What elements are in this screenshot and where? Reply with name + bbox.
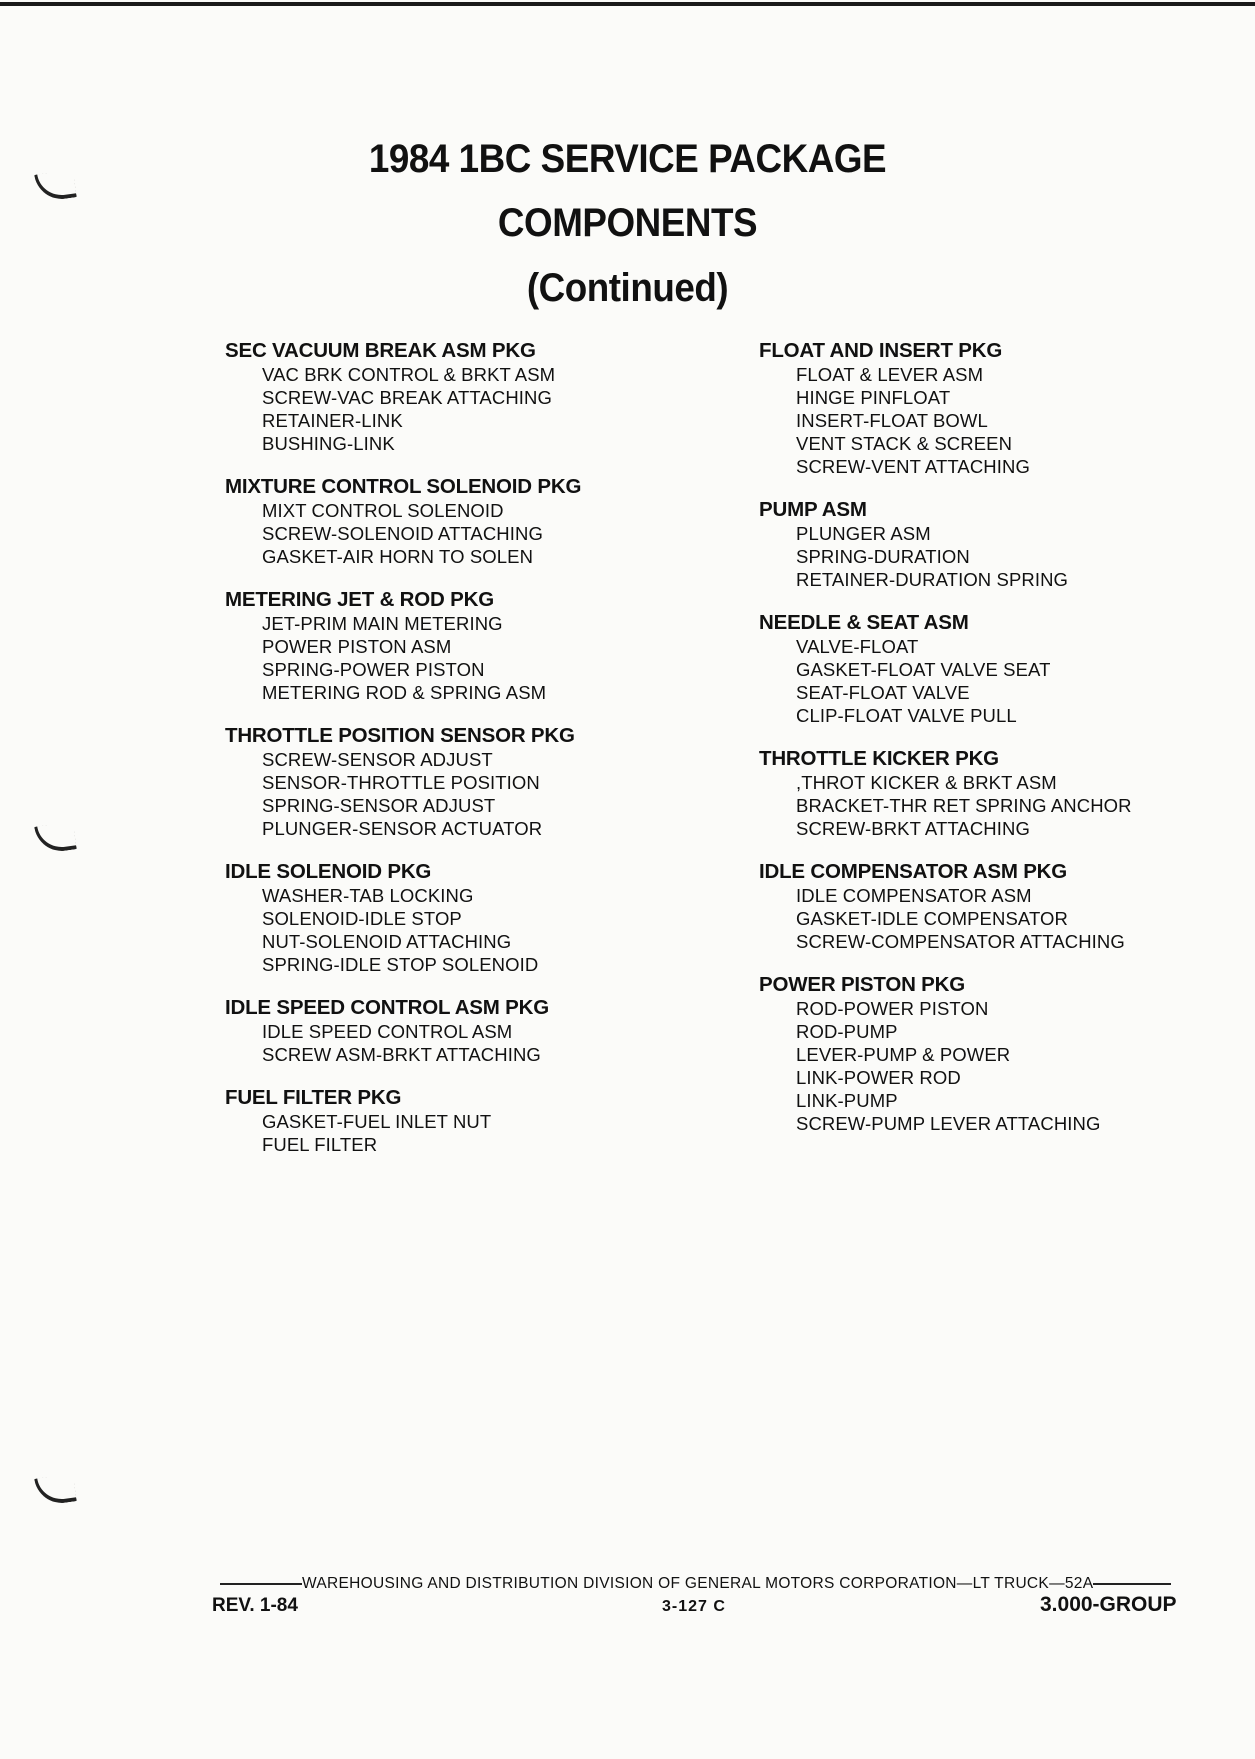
package-component-item: VALVE-FLOAT <box>796 636 919 657</box>
package-component-item: SCREW-BRKT ATTACHING <box>796 818 1030 839</box>
package-component-item: VAC BRK CONTROL & BRKT ASM <box>262 364 556 385</box>
package-component-item: HINGE PINFLOAT <box>796 387 951 408</box>
package-block <box>225 860 581 976</box>
package-block <box>225 996 581 1066</box>
package-component-item: RETAINER-DURATION SPRING <box>796 569 1069 590</box>
package-block <box>759 860 1132 953</box>
package-component-item: WASHER-TAB LOCKING <box>262 885 474 906</box>
package-block <box>225 588 581 704</box>
package-heading: IDLE COMPENSATOR ASM PKG <box>759 860 1068 883</box>
package-component-item: SENSOR-THROTTLE POSITION <box>262 772 540 793</box>
package-component-item: BRACKET-THR RET SPRING ANCHOR <box>796 795 1132 816</box>
package-heading: PUMP ASM <box>759 498 867 521</box>
package-component-item: IDLE COMPENSATOR ASM <box>796 885 1032 906</box>
revision-label: REV. 1-84 <box>212 1595 298 1616</box>
package-block <box>759 498 1132 591</box>
package-heading: SEC VACUUM BREAK ASM PKG <box>225 339 536 362</box>
package-component-item: POWER PISTON ASM <box>262 636 452 657</box>
package-component-item: SCREW-VAC BREAK ATTACHING <box>262 387 552 408</box>
page-number: 3-127 C <box>662 1598 726 1615</box>
group-label: 3.000-GROUP <box>1040 1593 1177 1616</box>
package-component-item: MIXT CONTROL SOLENOID <box>262 500 504 521</box>
package-heading: NEEDLE & SEAT ASM <box>759 611 969 634</box>
package-block <box>759 973 1132 1135</box>
package-component-item: RETAINER-LINK <box>262 410 403 431</box>
package-heading: POWER PISTON PKG <box>759 973 966 996</box>
package-block <box>225 475 581 568</box>
package-component-item: SPRING-IDLE STOP SOLENOID <box>262 954 539 975</box>
package-component-item: GASKET-AIR HORN TO SOLEN <box>262 546 534 567</box>
package-component-item: SOLENOID-IDLE STOP <box>262 908 462 929</box>
package-component-item: BUSHING-LINK <box>262 433 395 454</box>
package-component-item: PLUNGER-SENSOR ACTUATOR <box>262 818 543 839</box>
package-component-item: LINK-PUMP <box>796 1090 898 1111</box>
package-component-item: JET-PRIM MAIN METERING <box>262 613 503 634</box>
package-component-item: SCREW-COMPENSATOR ATTACHING <box>796 931 1125 952</box>
package-block <box>759 611 1132 727</box>
footer-division-line <box>220 1575 1190 1593</box>
package-component-item: LEVER-PUMP & POWER <box>796 1044 1011 1065</box>
binder-hole-mark <box>34 821 77 854</box>
page-title-line2: COMPONENTS <box>497 201 758 245</box>
package-component-item: VENT STACK & SCREEN <box>796 433 1013 454</box>
package-component-item: CLIP-FLOAT VALVE PULL <box>796 705 1017 726</box>
right-column <box>759 339 1132 1155</box>
package-block <box>759 339 1132 478</box>
package-block <box>225 724 581 840</box>
package-component-item: IDLE SPEED CONTROL ASM <box>262 1021 513 1042</box>
package-component-item: PLUNGER ASM <box>796 523 931 544</box>
binder-hole-mark <box>34 1473 77 1506</box>
package-component-item: ,THROT KICKER & BRKT ASM <box>796 772 1057 793</box>
footer-division-text: WAREHOUSING AND DISTRIBUTION DIVISION OF GENERAL MOTORS CORPORATION—LT TRUCK—52A <box>302 1575 1094 1592</box>
package-heading: IDLE SPEED CONTROL ASM PKG <box>225 996 549 1019</box>
package-component-item: ROD-POWER PISTON <box>796 998 989 1019</box>
package-block <box>225 1086 581 1156</box>
package-component-item: GASKET-FLOAT VALVE SEAT <box>796 659 1051 680</box>
package-heading: IDLE SOLENOID PKG <box>225 860 432 883</box>
package-component-item: GASKET-FUEL INLET NUT <box>262 1111 492 1132</box>
package-block <box>225 339 581 455</box>
package-heading: THROTTLE POSITION SENSOR PKG <box>225 724 575 747</box>
package-component-item: NUT-SOLENOID ATTACHING <box>262 931 512 952</box>
package-heading: FUEL FILTER PKG <box>225 1086 402 1109</box>
package-component-item: FLOAT & LEVER ASM <box>796 364 984 385</box>
footer-dash-right <box>1093 1583 1171 1585</box>
package-component-item: METERING ROD & SPRING ASM <box>262 682 547 703</box>
package-component-item: SPRING-DURATION <box>796 546 970 567</box>
package-component-item: SCREW ASM-BRKT ATTACHING <box>262 1044 541 1065</box>
package-component-item: SPRING-POWER PISTON <box>262 659 485 680</box>
package-component-item: ROD-PUMP <box>796 1021 898 1042</box>
package-component-item: SPRING-SENSOR ADJUST <box>262 795 496 816</box>
package-component-item: SEAT-FLOAT VALVE <box>796 682 970 703</box>
package-component-item: SCREW-PUMP LEVER ATTACHING <box>796 1113 1101 1134</box>
package-heading: FLOAT AND INSERT PKG <box>759 339 1003 362</box>
package-component-item: SCREW-SOLENOID ATTACHING <box>262 523 543 544</box>
top-rule <box>0 2 1255 6</box>
package-component-item: INSERT-FLOAT BOWL <box>796 410 988 431</box>
package-block <box>759 747 1132 840</box>
package-component-item: SCREW-VENT ATTACHING <box>796 456 1030 477</box>
package-component-item: FUEL FILTER <box>262 1134 378 1155</box>
package-component-item: LINK-POWER ROD <box>796 1067 961 1088</box>
package-heading: MIXTURE CONTROL SOLENOID PKG <box>225 475 582 498</box>
package-component-item: GASKET-IDLE COMPENSATOR <box>796 908 1068 929</box>
page-title-line1: 1984 1BC SERVICE PACKAGE <box>368 137 887 181</box>
left-column <box>225 339 581 1176</box>
package-component-item: SCREW-SENSOR ADJUST <box>262 749 493 770</box>
footer-dash-left <box>220 1583 302 1585</box>
package-heading: THROTTLE KICKER PKG <box>759 747 999 770</box>
package-heading: METERING JET & ROD PKG <box>225 588 494 611</box>
page-title-line3: (Continued) <box>526 266 729 310</box>
